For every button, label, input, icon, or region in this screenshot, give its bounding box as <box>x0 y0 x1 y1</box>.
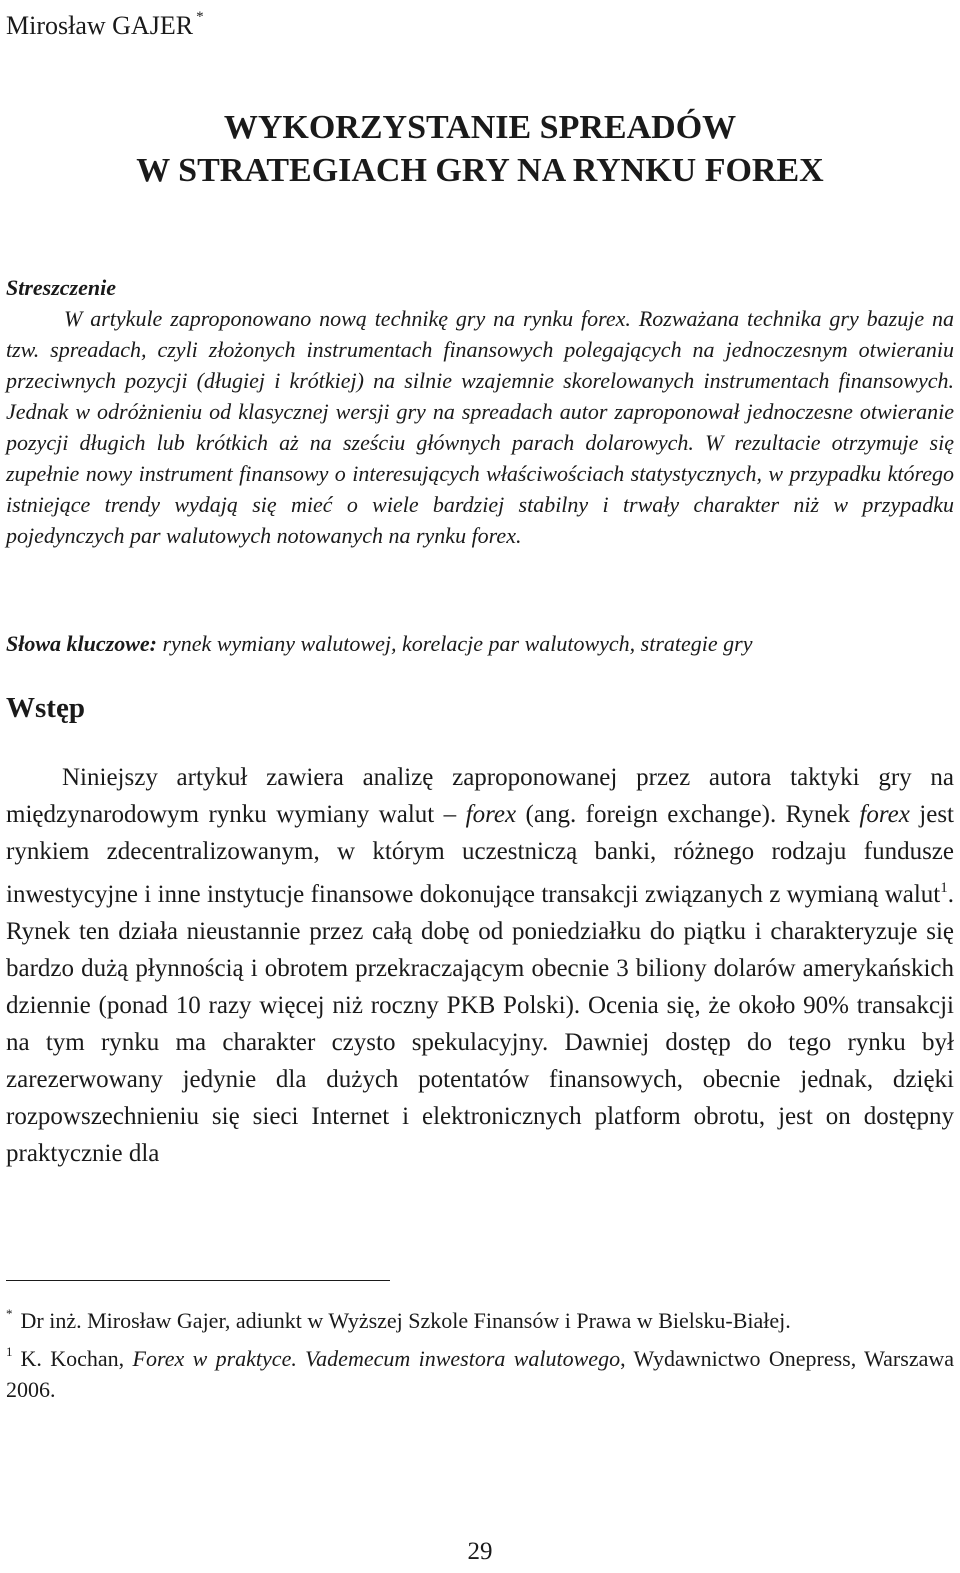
keywords-label: Słowa kluczowe: <box>6 631 157 656</box>
footnote-text: Dr inż. Mirosław Gajer, adiunkt w Wyższej Szkole Finansów i Prawa w Bielsku-Białej. <box>20 1308 791 1333</box>
author-text: Mirosław GAJER <box>6 11 194 40</box>
footnote-mark: 1 <box>6 1344 13 1359</box>
footnote-1 <box>6 1336 954 1405</box>
page-number: 29 <box>467 1538 493 1565</box>
title-line-1: WYKORZYSTANIE SPREADÓW <box>223 109 737 146</box>
footnote-book-title: Forex w praktyce. Vademecum inwestora walutowego <box>132 1346 621 1371</box>
keywords-text: rynek wymiany walutowej, korelacje par walutowych, strategie gry <box>156 631 753 656</box>
abstract <box>6 272 954 551</box>
body-text-segment: jest rynkiem zdecentralizowanym, w którym uczestniczą banki, różnego rodzaju fundusze inwestycyjne i inne instytucje finansowe dokonujące transakcji związanych z wymianą walut <box>6 801 955 908</box>
body-text <box>6 759 954 1172</box>
keywords <box>6 628 954 659</box>
footnotes <box>6 1298 954 1405</box>
body-term-forex: forex <box>465 801 517 828</box>
section-heading: Wstęp <box>6 692 85 724</box>
footnote-mark: * <box>6 1306 13 1321</box>
body-term-forex: forex <box>859 801 910 828</box>
body-text-segment: Niniejszy artykuł zawiera analizę zaproponowanej przez autora taktyki gry na międzynarodowym rynku wymiany walut – <box>6 764 954 828</box>
footnote-reference[interactable]: 1 <box>940 880 948 896</box>
author-name <box>6 0 204 43</box>
footnote-separator <box>6 1280 390 1281</box>
body-paragraph <box>6 759 954 1172</box>
author-footnote-mark: * <box>196 9 204 25</box>
footnote-text: K. Kochan, <box>20 1346 133 1371</box>
article-title <box>0 106 960 192</box>
title-line-2: W STRATEGIACH GRY NA RYNKU FOREX <box>136 152 824 189</box>
body-text-segment: . Rynek ten działa nieustannie przez całą dobę od poniedziałku do piątku i charakteryzuje się bardzo dużą płynnością i obrotem przekraczającym obecnie 3 biliony dolarów amerykańskich dziennie (ponad 10 razy więcej niż roczny PKB Polski). Ocenia się, że około 90% transakcji na tym rynku ma charakter czysto spekulacyjny. Dawniej dostęp do tego rynku był zarezerwowany jedynie dla dużych potentatów finansowych, obecnie jednak, dzięki rozpowszechnieniu się sieci Internet i elektronicznych platform obrotu, jest on dostępny praktycznie dla <box>6 881 954 1167</box>
footnote-text: , Wydawnictwo Onepress, Warszawa 2006. <box>6 1346 955 1402</box>
body-text-segment: (ang. foreign exchange). Rynek <box>516 801 860 828</box>
footnote-author <box>6 1298 954 1336</box>
abstract-heading: Streszczenie <box>6 275 116 300</box>
abstract-text: W artykule zaproponowano nową technikę gry na rynku forex. Rozważana technika gry bazuje na tzw. spreadach, czyli złożonych instrumentach finansowych polegających na jednoczesnym otwieraniu przeciwnych pozycji (długiej i krótkiej) na silnie wzajemnie skorelowanych instrumentach finansowych. Jednak w odróżnieniu od klasycznej wersji gry na spreadach autor zaproponował jednoczesne otwieranie pozycji długich lub krótkich aż na sześciu głównych parach dolarowych. W rezultacie otrzymuje się zupełnie nowy instrument finansowy o interesujących właściwościach statystycznych, w przypadku którego istniejące trendy wydają się mieć o wiele bardziej stabilny i trwały charakter niż w przypadku pojedynczych par walutowych notowanych na rynku forex. <box>6 306 954 548</box>
